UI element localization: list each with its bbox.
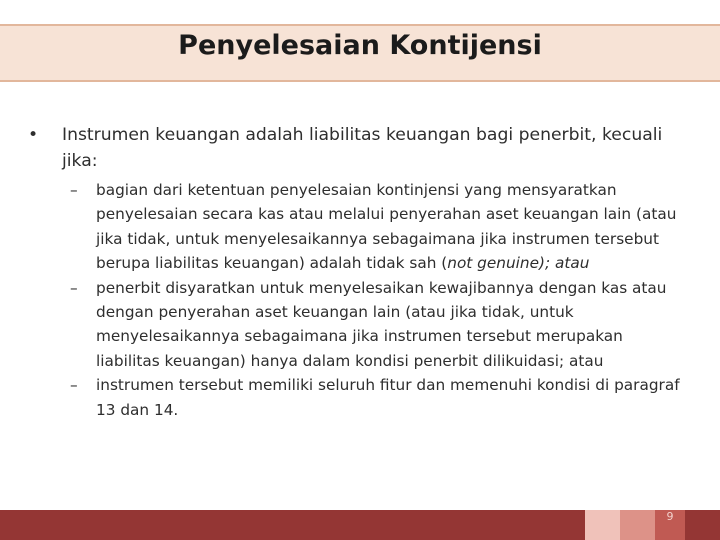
slide-title: Penyelesaian Kontijensi bbox=[178, 30, 542, 61]
footer-end-block bbox=[685, 510, 720, 540]
top-margin bbox=[0, 0, 720, 22]
bullet-text: Instrumen keuangan adalah liabilitas keuangan bagi penerbit, kecuali jika: bbox=[62, 125, 663, 171]
dash-marker: – bbox=[70, 278, 78, 297]
slide-content bbox=[28, 122, 698, 422]
page-number: 9 bbox=[666, 510, 674, 523]
sub-bullet-item bbox=[70, 373, 690, 422]
bullet-marker: • bbox=[28, 125, 39, 145]
footer-mid-block bbox=[620, 510, 655, 540]
footer-main-block bbox=[0, 510, 585, 540]
sub-bullet-text: instrumen tersebut memiliki seluruh fitur dan memenuhi kondisi di paragraf 13 dan 14. bbox=[96, 376, 680, 419]
bullet-item bbox=[28, 122, 698, 174]
sub-bullet-text bbox=[96, 178, 690, 276]
dash-marker: – bbox=[70, 181, 78, 199]
sub-bullet-item bbox=[70, 276, 690, 374]
sub-bullet-item bbox=[70, 178, 690, 276]
sub-bullet-text: penerbit disyaratkan untuk menyelesaikan kewajibannya dengan kas atau dengan penyerahan aset keuangan lain (atau jika tidak, untuk menyelesaikannya sebagaimana jika instrumen tersebut merupakan liabilitas keuangan) hanya dalam kondisi penerbit dilikuidasi; atau bbox=[96, 278, 667, 370]
sub-bullet-text-italic: not genuine); atau bbox=[447, 254, 590, 273]
footer-light-block bbox=[585, 510, 620, 540]
sub-bullet-list bbox=[70, 178, 690, 422]
footer-bar bbox=[0, 510, 720, 540]
sub-bullet-text-regular: bagian dari ketentuan penyelesaian kontinjensi yang mensyaratkan penyelesaian secara kas atau melalui penyerahan aset keuangan lain (atau jika tidak, untuk menyelesaikannya sebagaimana jika instrumen tersebut berupa liabilitas keuangan) adalah tidak sah ( bbox=[96, 181, 677, 273]
dash-marker: – bbox=[70, 376, 78, 395]
